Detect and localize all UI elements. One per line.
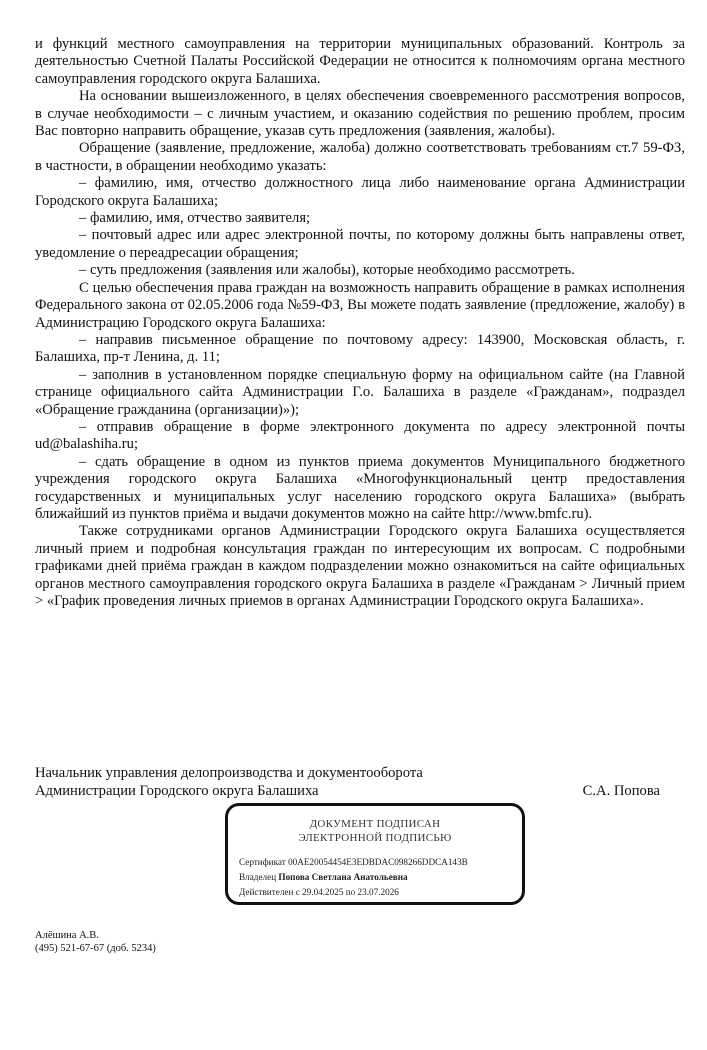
list-item: – отправив обращение в форме электронного документа по адресу электронной почты ud@balashiha.ru; <box>35 418 685 453</box>
stamp-validity: Действителен с 29.04.2025 по 23.07.2026 <box>239 887 399 897</box>
list-item: – заполнив в установленном порядке специальную форму на официальном сайте (на Главной странице официального сайта Администрации Г.о. Балашиха в разделе «Гражданам», подраздел «Обращение гражданина (организации)»); <box>35 366 685 418</box>
signature-block <box>35 764 660 800</box>
executor-phone: (495) 521-67-67 (доб. 5234) <box>35 943 156 954</box>
stamp-title-line: ДОКУМЕНТ ПОДПИСАН <box>309 818 441 830</box>
paragraph: Обращение (заявление, предложение, жалоба) должно соответствовать требованиям ст.7 59-ФЗ, в частности, в обращении необходимо указать: <box>35 140 685 174</box>
signer-organization: Администрации Городского округа Балашиха <box>35 783 319 799</box>
paragraph: С целью обеспечения права граждан на возможность направить обращение в рамках исполнения Федерального закона от 02.05.2006 года №59-ФЗ, Вы можете подать заявление (предложение, жалобу) в Администрацию Городского округа Балашиха: <box>35 279 685 331</box>
paragraph: и функций местного самоуправления на территории муниципальных образований. Контроль за деятельностью Счетной Палаты Российской Федерации не относится к полномочиям органа местного самоуправления городского округа Балашиха. <box>35 36 685 87</box>
stamp-owner: Владелец Попова Светлана Анатольевна <box>239 872 408 882</box>
paragraph: Также сотрудниками органов Администрации Городского округа Балашиха осуществляется личный прием и подробная консультация граждан по интересующим их вопросам. С подробными графиками дней приёма граждан в каждом подразделении можно ознакомиться на сайте официальных органов местного самоуправления городского округа Балашиха в разделе «Гражданам > Личный прием > «График проведения личных приемов в органах Администрации Городского округа Балашиха». <box>35 523 685 609</box>
stamp-title-line: ЭЛЕКТРОННОЙ ПОДПИСЬЮ <box>298 832 452 844</box>
list-item: – направив письменное обращение по почтовому адресу: 143900, Московская область, г. Балашиха, пр-т Ленина, д. 11; <box>35 331 685 366</box>
signer-name: С.А. Попова <box>582 783 660 799</box>
letter-body <box>35 36 685 610</box>
list-item: – суть предложения (заявления или жалобы), которые необходимо рассмотреть. <box>79 262 575 279</box>
paragraph: На основании вышеизложенного, в целях обеспечения своевременного рассмотрения вопросов, в случае необходимости – с личным участием, и оказанию содействия по решению проблем, просим Вас повторно направить обращение, указав суть предложения (заявления, жалобы). <box>35 88 685 140</box>
executor-name: Алёшина А.В. <box>35 930 99 941</box>
signer-position: Начальник управления делопроизводства и документооборота <box>35 765 423 781</box>
stamp-certificate: Сертификат 00AE20054454E3EDBDAC098266DDCA143B <box>239 857 468 867</box>
stamp-title <box>228 817 522 845</box>
list-item: – фамилию, имя, отчество должностного лица либо наименование органа Администрации Городского округа Балашиха; <box>35 175 685 209</box>
list-item: – сдать обращение в одном из пунктов приема документов Муниципального бюджетного учреждения городского округа Балашиха «Многофункциональный центр предоставления государственных и муниципальных услуг населению городского округа Балашиха» (выбрать ближайший из пунктов приёма и выдачи документов можно на сайте http://www.bmfc.ru). <box>35 453 685 522</box>
list-item: – почтовый адрес или адрес электронной почты, по которому должны быть направлены ответ, уведомление о переадресации обращения; <box>35 227 685 261</box>
electronic-signature-stamp <box>225 803 525 905</box>
list-item: – фамилию, имя, отчество заявителя; <box>79 210 311 227</box>
executor-info <box>35 929 156 955</box>
